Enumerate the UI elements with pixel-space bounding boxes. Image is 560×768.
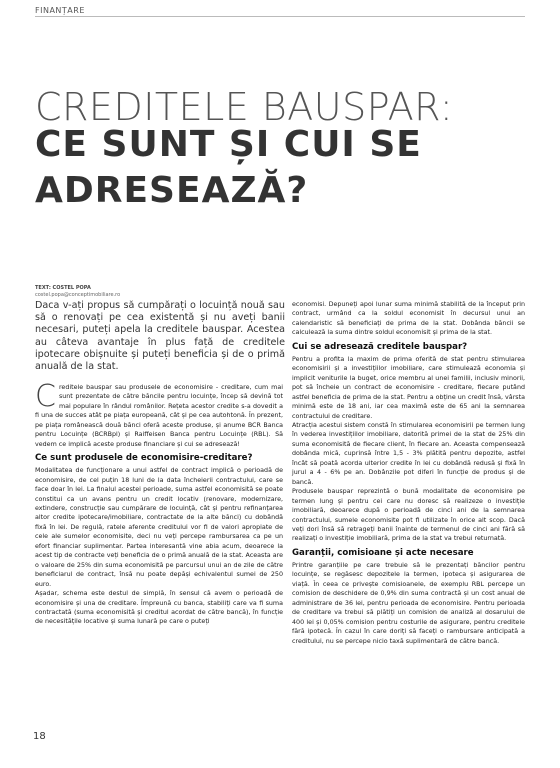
article-title-line2: CE SUNT ȘI CUI SE ADRESEAZĂ? <box>35 124 422 211</box>
section-heading: Ce sunt produsele de economisire-creditare? <box>35 453 253 464</box>
section-divider <box>35 16 525 17</box>
paragraph: Pentru a profita la maxim de prima oferită de stat pentru stimularea economisirii și a investițiilor imobiliare, care stimulează economia și implicit veniturile la buget, orice membru al unei familii, inclusiv minorii, pot să încheie un contract de economisire - creditare, fiecare putând astfel beneficia de prima de la stat. Pentru a obține un credit însă, vârsta minimă este de 18 ani, iar cea maximă este de 65 ani la semnarea contractului de creditare. <box>292 355 525 420</box>
paragraph: Atracția acestui sistem constă în stimularea economisirii pe termen lung în vederea investițiilor imobiliare, datorită primei de la stat de 25% din suma economisită de fiecare client, în fiecare an. Aceasta compensează dobânda mică, cuprinsă între 1,5 - 3% plătită pentru depozite, astfel încât să poată acorda ulterior credite în lei cu dobândă redusă și fixă în jurul a 4 - 6% pe an. Dobânzile pot diferi în funcție de produs și de bancă. <box>292 421 525 486</box>
paragraph <box>35 379 283 449</box>
right-column <box>292 300 525 646</box>
byline <box>35 285 120 299</box>
page-number: 18 <box>33 731 46 742</box>
paragraph: economisi. Depuneți apoi lunar suma minimă stabilită de la început prin contract, urmând ca la soldul economisit în decursul unui an calendaristic să beneficiați de prima de la stat. Dobânda băncii se calculează la suma dintre soldul economisit și prima de la stat. <box>292 301 525 337</box>
section-heading: Cui se adresează creditele bauspar? <box>292 341 468 352</box>
left-column <box>35 379 283 627</box>
section-label: FINANȚARE <box>35 6 85 15</box>
drop-cap: C <box>35 379 56 414</box>
paragraph: Printre garanțiile pe care trebuie să le prezentați băncilor pentru locuințe, se regăsesc depozitele la termen, ipoteca și asigurarea de viață. În ceea ce privește comisioanele, de exemplu RBL percepe un comision de deschidere de 0,9% din suma contractă și un cost anual de administrare de 36 lei, pentru perioada de economisire. Pentru perioada de creditare va trebui să plătiți un comision de analiză al dosarului de 400 lei și 0,05% comision pentru costurile de asigurare, pentru creditele fără ipotecă. În cazul în care doriți să faceți o rambursare anticipată a creditului, nu se percepe nicio taxă suplimentară de către bancă. <box>292 561 525 645</box>
author-email: costel.popa@conceptimobiliare.ro <box>35 292 121 298</box>
paragraph: Modalitatea de funcționare a unui astfel de contract implică o perioadă de economisire, de cel puțin 18 luni de la data încheierii contractului, care se face doar în lei. La finalul acestei perioade, suma astfel economisită se poate constitui ca un avans pentru un credit locativ (renovare, modernizare, extindere, construcție sau cumpărare de locuință, cât și pentru refinanțarea altor credite ipotecare/imobiliare, contractate de la alte bănci) cu dobândă fixă în lei. De regulă, ratele aferente creditului vor fi de valori apropiate de cele ale sumelor economisite, deci nu veți percepe rambursarea ca pe un efort financiar suplimentar. Partea interesantă vine abia acum, deoarece la acest tip de contracte veți beneficia de o primă anuală de la stat. Aceasta are o valoare de 25% din suma economisită pe parcursul unui an de zile de către beneficiarul de contract, însă nu poate depăși echivalentul sumei de 250 euro. <box>35 467 283 588</box>
paragraph: Așadar, schema este destul de simplă, în sensul că avem o perioadă de economisire și una de creditare. Împreună cu banca, stabiliți care va fi suma contractată (suma economisită și creditul acordat de către bancă), în funcție de necesitățile locative și suma lunară pe care o puteți <box>35 590 283 626</box>
paragraph-text: reditele bauspar sau produsele de economisire - creditare, cum mai sunt prezentate de către băncile pentru locuințe, încep să devină tot mai populare în rândul românilor. Rețeta acestor credite s-a dovedit a fi una de succes atât pe piața europeană, cât și pe cea autohtonă. În prezent, pe piața românească două bănci oferă aceste produse, și anume BCR Banca pentru Locuințe (BCRBpl) și Raiffeisen Banca pentru Locuințe (RBL). Să vedem ce implică aceste produse financiare și cui se adresează! <box>35 384 283 448</box>
author-label: TEXT: COSTEL POPA <box>35 285 91 291</box>
article-intro: Daca v-ați propus să cumpărați o locuință nouă sau să o renovați pe cea existentă și nu aveți banii necesari, puteți apela la creditele bauspar. Acestea au câteva avantaje în plus față de creditele ipotecare obișnuite și puteți beneficia și de o primă anuală de la stat. <box>35 300 285 373</box>
section-heading: Garanții, comisioane și acte necesare <box>292 547 474 558</box>
article-title-line1: CREDITELE BAUSPAR: <box>35 85 454 129</box>
paragraph: Produsele bauspar reprezintă o bună modalitate de economisire pe termen lung și pentru cei care nu doresc să realizeze o investiție imobiliară, deoarece după o perioadă de cinci ani de la semnarea contractului, sumele economisite pot fi utilizate în orice alt scop. Dacă veți dori însă să retrageți banii înainte de termenul de cinci ani fără să realizați o investiție imobiliară, prima de la stat va trebui returnată. <box>292 488 525 543</box>
